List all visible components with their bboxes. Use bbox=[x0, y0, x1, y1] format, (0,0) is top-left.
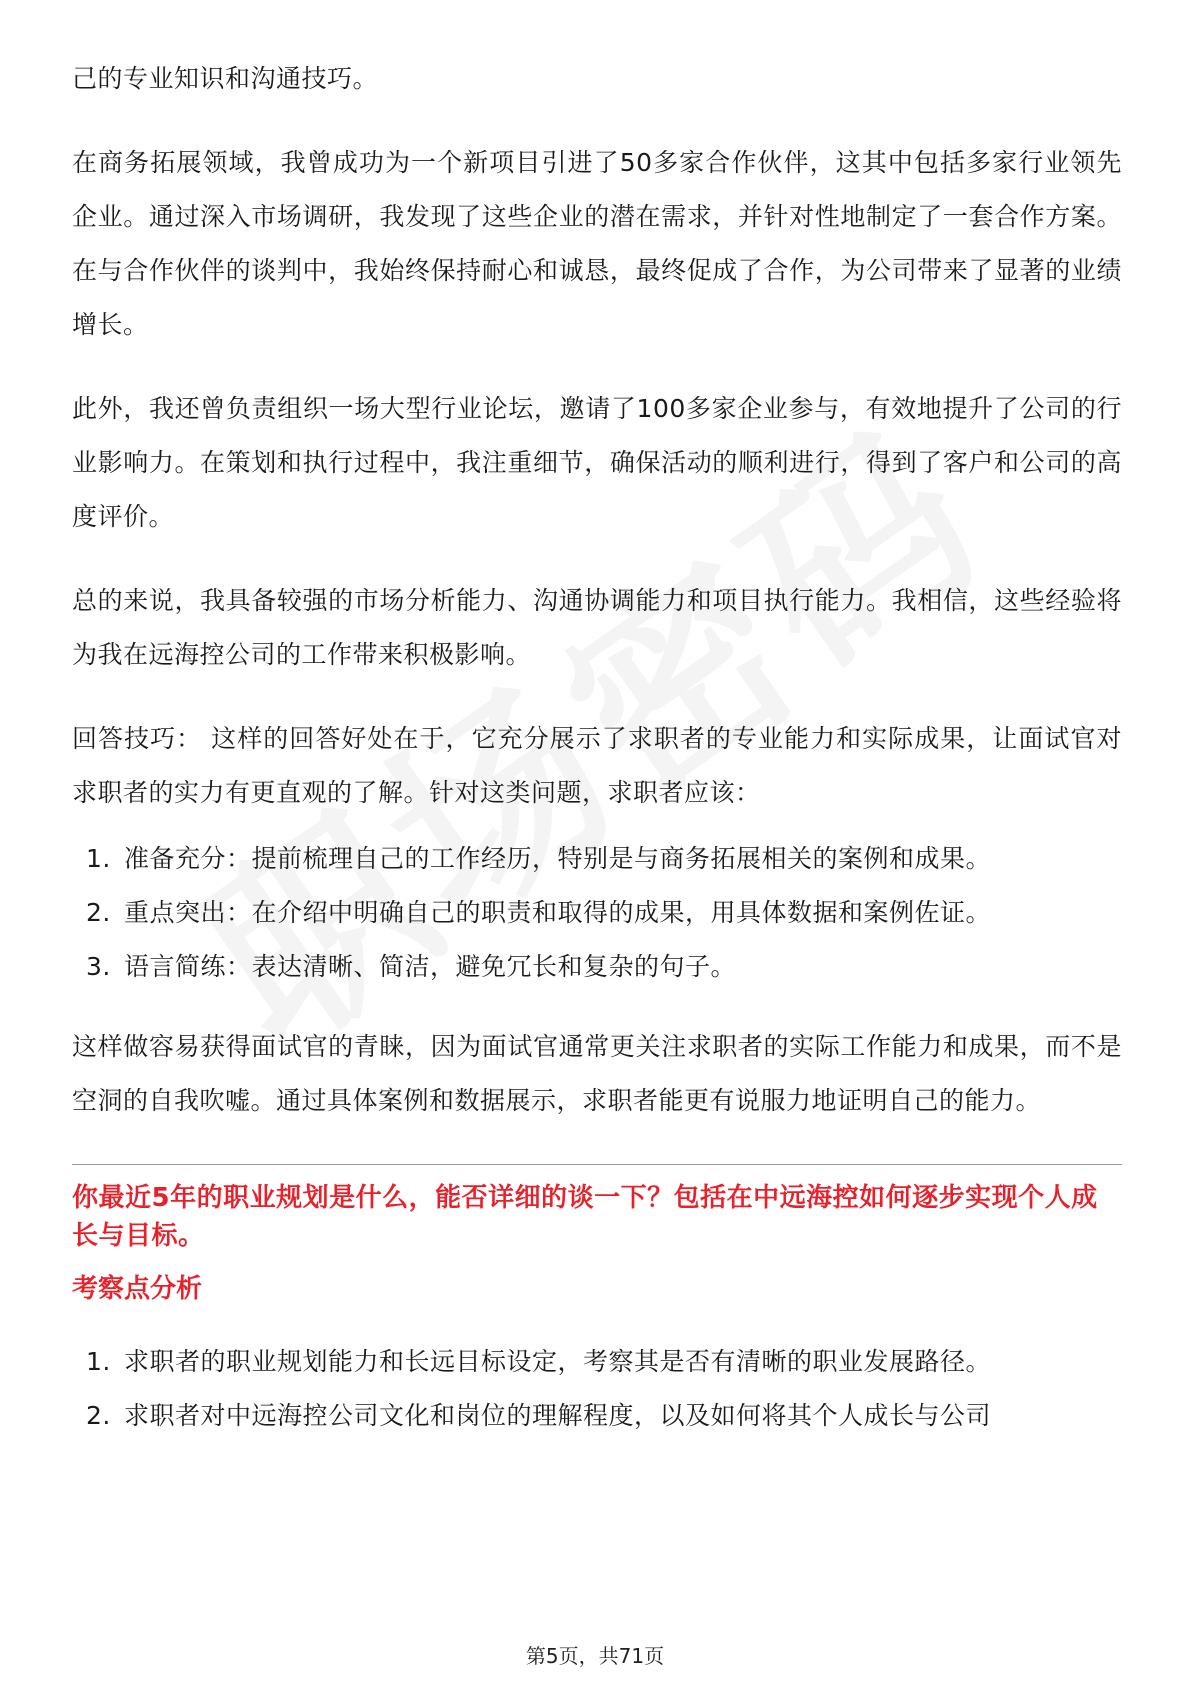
list-number: 2. bbox=[86, 1401, 111, 1430]
paragraph-business-expansion: 在商务拓展领域，我曾成功为一个新项目引进了50多家合作伙伴，这其中包括多家行业领先企业。通过深入市场调研，我发现了这些企业的潜在需求，并针对性地制定了一套合作方案。在与合作伙伴的谈判中，我始终保持耐心和诚恳，最终促成了合作，为公司带来了显著的业绩增长。 bbox=[72, 148, 1122, 339]
analysis-heading: 考察点分析 bbox=[72, 1274, 203, 1304]
paragraph-answer-tips: 回答技巧： 这样的回答好处在于，它充分展示了求职者的专业能力和实际成果，让面试官对求职者的实力有更直观的了解。针对这类问题，求职者应该： bbox=[72, 724, 1122, 807]
list-text: 求职者对中远海控公司文化和岗位的理解程度，以及如何将其个人成长与公司 bbox=[124, 1401, 992, 1430]
list-number: 2. bbox=[86, 898, 111, 927]
page-footer: 第5页，共71页 bbox=[525, 1644, 665, 1668]
tips-list bbox=[72, 832, 1122, 994]
list-number: 3. bbox=[86, 952, 111, 981]
list-number: 1. bbox=[86, 1347, 111, 1376]
paragraph-forum: 此外，我还曾负责组织一场大型行业论坛，邀请了100多家企业参与，有效地提升了公司的行业影响力。在策划和执行过程中，我注重细节，确保活动的顺利进行，得到了客户和公司的高度评价。 bbox=[72, 394, 1122, 531]
paragraph-summary: 总的来说，我具备较强的市场分析能力、沟通协调能力和项目执行能力。我相信，这些经验将为我在远海控公司的工作带来积极影响。 bbox=[72, 586, 1122, 669]
list-item bbox=[72, 940, 1122, 994]
list-number: 1. bbox=[86, 844, 111, 873]
list-item bbox=[72, 832, 1122, 886]
list-item bbox=[72, 886, 1122, 940]
list-text: 求职者的职业规划能力和长远目标设定，考察其是否有清晰的职业发展路径。 bbox=[124, 1347, 992, 1376]
section-divider bbox=[72, 1164, 1122, 1165]
list-text: 准备充分：提前梳理自己的工作经历，特别是与商务拓展相关的案例和成果。 bbox=[124, 844, 992, 873]
list-item bbox=[72, 1389, 1122, 1443]
paragraph-closing: 这样做容易获得面试官的青睐，因为面试官通常更关注求职者的实际工作能力和成果，而不是空洞的自我吹嘘。通过具体案例和数据展示，求职者能更有说服力地证明自己的能力。 bbox=[72, 1032, 1122, 1115]
interview-question: 你最近5年的职业规划是什么，能否详细的谈一下？包括在中远海控如何逐步实现个人成长与目标。 bbox=[72, 1183, 1098, 1251]
list-text: 重点突出：在介绍中明确自己的职责和取得的成果，用具体数据和案例佐证。 bbox=[124, 898, 992, 927]
analysis-list bbox=[72, 1335, 1122, 1443]
list-text: 语言简练：表达清晰、简洁，避免冗长和复杂的句子。 bbox=[124, 952, 737, 981]
page-content bbox=[72, 52, 1122, 1469]
list-item bbox=[72, 1335, 1122, 1389]
paragraph-continuation: 己的专业知识和沟通技巧。 bbox=[72, 64, 379, 93]
